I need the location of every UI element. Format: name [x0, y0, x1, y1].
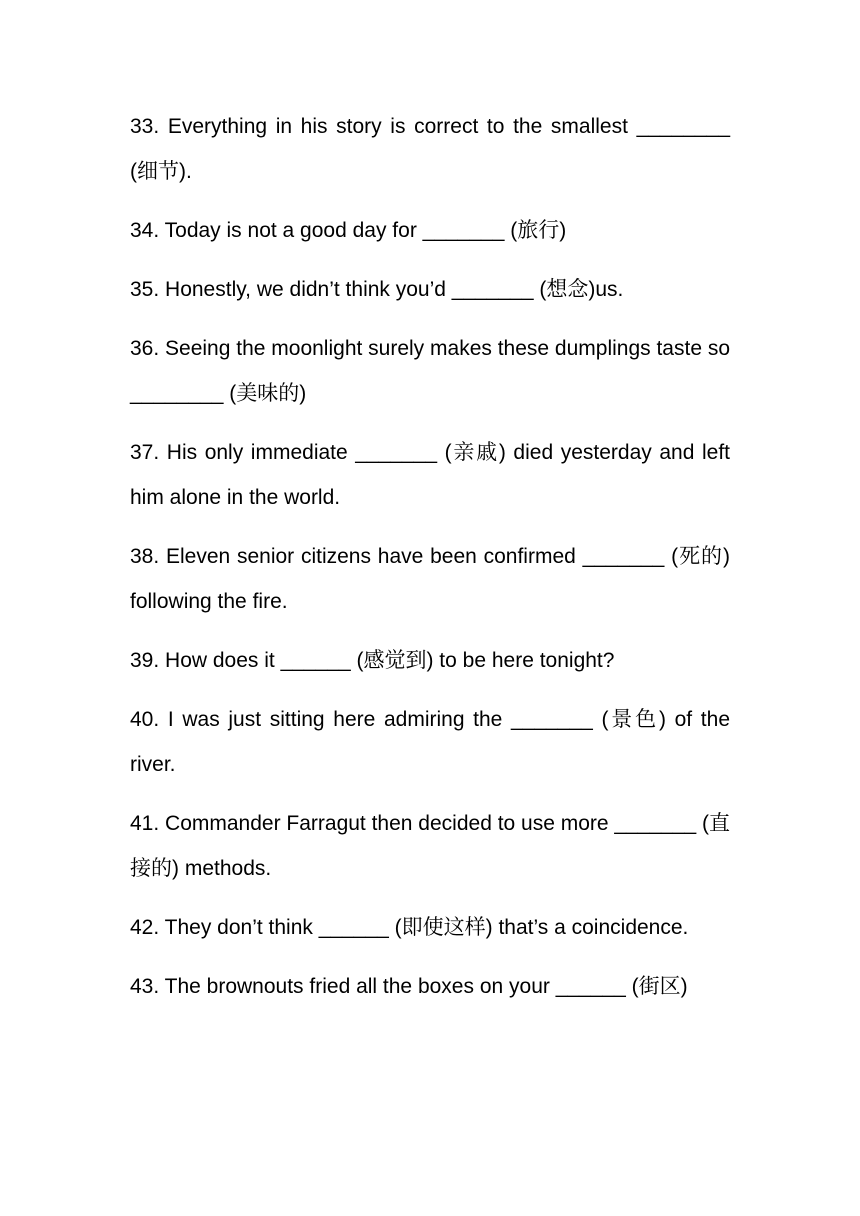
exercise-item-34: 34. Today is not a good day for _______ (旅行): [130, 219, 567, 242]
exercise-item-43: 43. The brownouts fried all the boxes on your ______ (街区): [130, 975, 688, 998]
exercise-item-42: 42. They don’t think ______ (即使这样) that’s a coincidence.: [130, 916, 689, 939]
exercise-list: [130, 104, 730, 1009]
exercise-item-40: 40. I was just sitting here admiring the _______ (景色) of the river.: [130, 708, 730, 776]
exercise-item-37: 37. His only immediate _______ (亲戚) died yesterday and left him alone in the world.: [130, 441, 730, 509]
exercise-item-35: 35. Honestly, we didn’t think you’d _______ (想念)us.: [130, 278, 624, 301]
exercise-item-38: 38. Eleven senior citizens have been confirmed _______ (死的) following the fire.: [130, 545, 730, 613]
exercise-item-36: 36. Seeing the moonlight surely makes these dumplings taste so ________ (美味的): [130, 337, 731, 405]
exercise-item-33: 33. Everything in his story is correct to the smallest ________ (细节).: [130, 115, 730, 183]
exercise-item-39: 39. How does it ______ (感觉到) to be here tonight?: [130, 649, 615, 672]
exercise-item-41: 41. Commander Farragut then decided to use more _______ (直接的) methods.: [130, 812, 731, 880]
